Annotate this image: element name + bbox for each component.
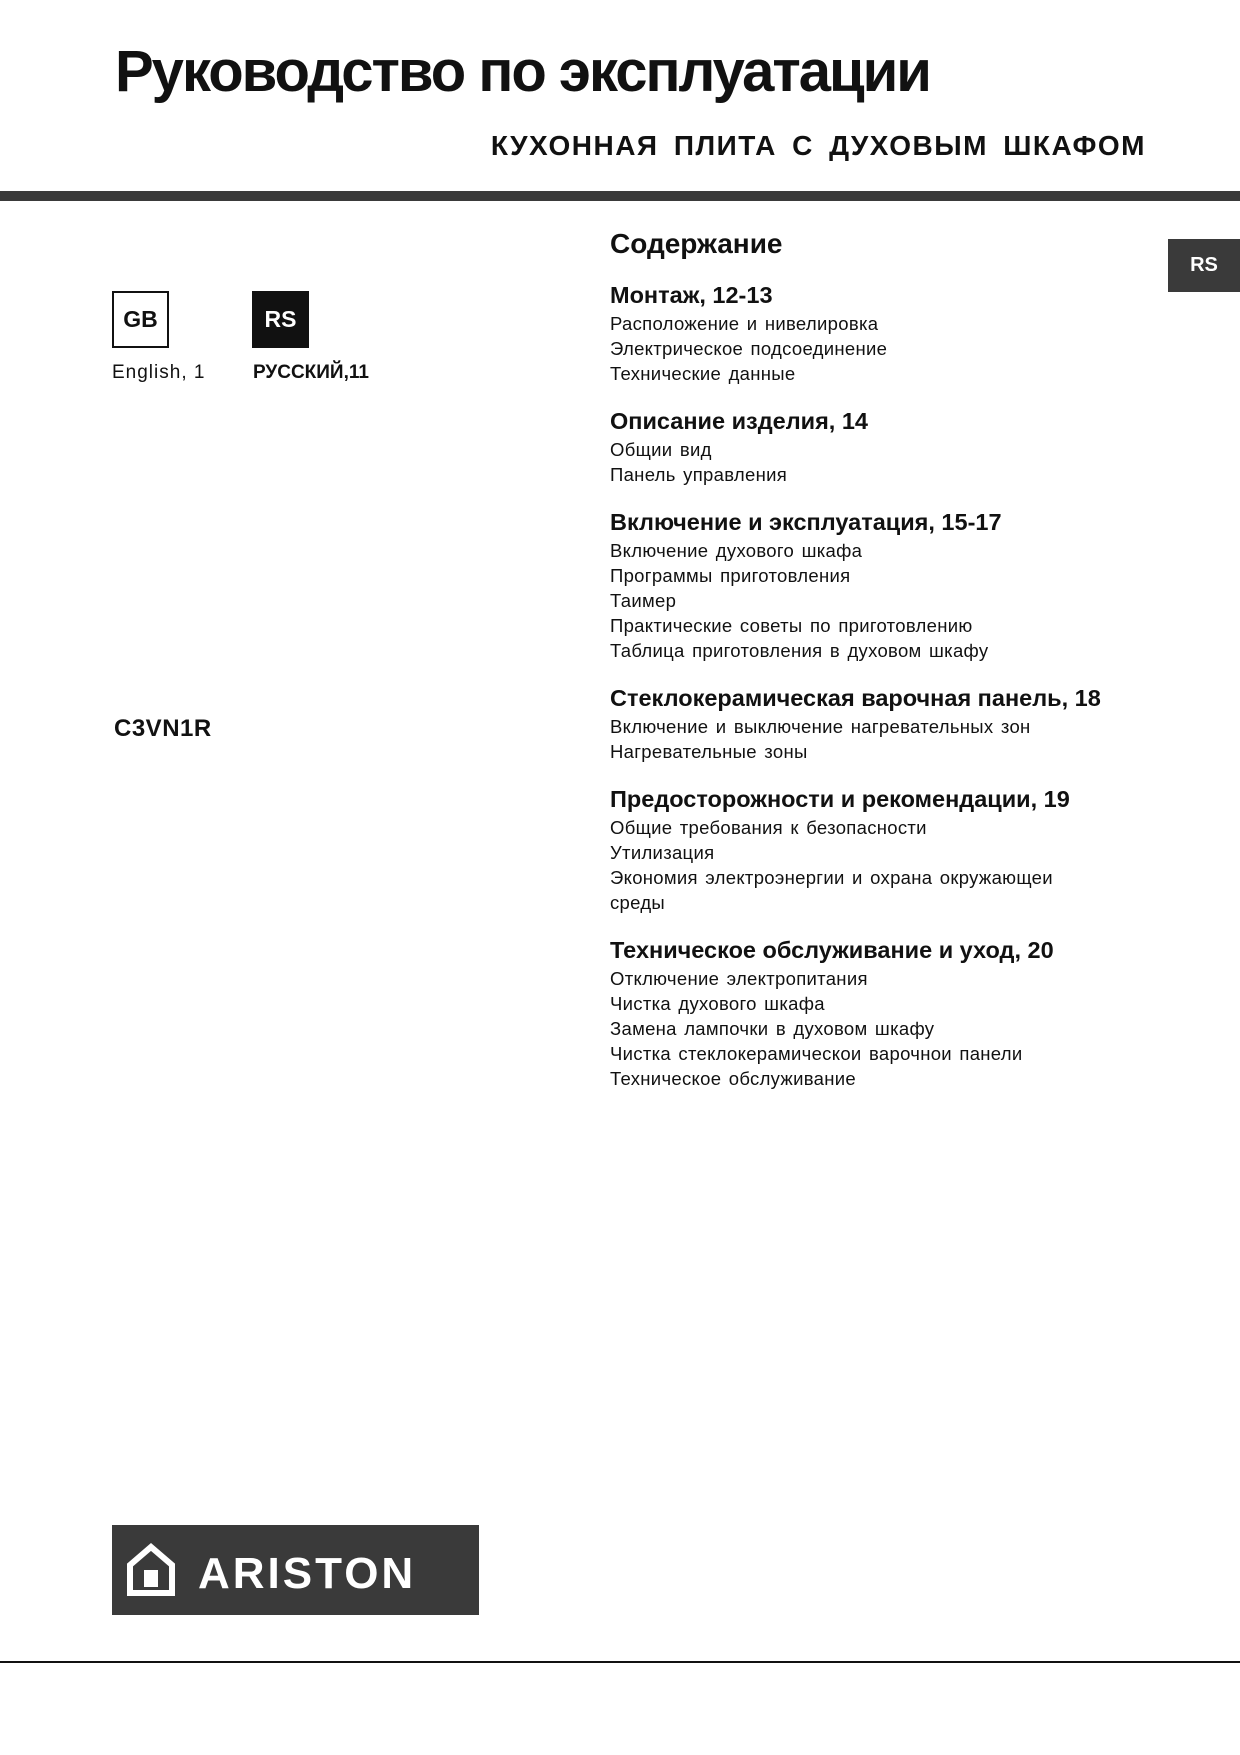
toc-item: Электрическое подсоединение (610, 338, 888, 360)
page-title: Руководство по эксплуатации (115, 39, 930, 104)
header-divider (0, 191, 1240, 201)
language-caption-rs: РУССКИЙ,11 (253, 362, 369, 383)
language-caption-gb: English, 1 (112, 362, 206, 383)
toc-item: среды (610, 892, 666, 914)
footer-divider (0, 1661, 1240, 1663)
brand-name: ARISTON (198, 1549, 417, 1598)
language-badge-gb: GB (112, 291, 169, 348)
toc-section (610, 937, 1170, 1091)
toc-item: Панель управления (610, 464, 788, 486)
toc-item: Чистка стеклокерамическои варочнои панели (610, 1043, 1023, 1065)
toc-item: Включение и выключение нагревательных зон (610, 716, 1031, 738)
toc-section-title: Техническое обслуживание и уход, 20 (610, 937, 1054, 964)
toc-item: Общии вид (610, 439, 712, 461)
model-number: C3VN1R (114, 715, 212, 742)
toc-section-title: Предосторожности и рекомендации, 19 (610, 786, 1070, 813)
toc-item: Техническое обслуживание (610, 1068, 856, 1090)
toc-section (610, 282, 1170, 386)
ariston-logo (112, 1525, 479, 1615)
toc-section (610, 786, 1170, 915)
toc-item: Замена лампочки в духовом шкафу (610, 1018, 935, 1040)
toc-item: Чистка духового шкафа (610, 993, 825, 1015)
toc-heading: Содержание (610, 228, 783, 259)
toc-section-title: Монтаж, 12-13 (610, 282, 773, 308)
toc-item: Программы приготовления (610, 565, 851, 587)
toc-item: Общие требования к безопасности (610, 817, 927, 839)
page-subtitle: КУХОННАЯ ПЛИТА С ДУХОВЫМ ШКАФОМ (490, 130, 1146, 161)
toc-section-title: Стеклокерамическая варочная панель, 18 (610, 685, 1101, 712)
toc-section (610, 408, 1170, 487)
toc-item: Технические данные (610, 363, 796, 385)
toc-item: Нагревательные зоны (610, 741, 808, 763)
toc-item: Экономия электроэнергии и охрана окружающеи (610, 867, 1053, 889)
toc-item: Таимер (610, 590, 677, 612)
toc-item: Таблица приготовления в духовом шкафу (610, 640, 989, 662)
toc-section-title: Описание изделия, 14 (610, 408, 868, 435)
language-badge-rs: RS (252, 291, 309, 348)
toc-section (610, 685, 1170, 764)
toc-item: Утилизация (610, 842, 715, 864)
toc-item: Отключение электропитания (610, 968, 868, 990)
toc-section (610, 509, 1170, 663)
language-side-tab: RS (1168, 239, 1240, 292)
table-of-contents (610, 228, 1170, 1113)
house-icon (126, 1543, 176, 1597)
toc-item: Расположение и нивелировка (610, 313, 879, 335)
toc-item: Практические советы по приготовлению (610, 615, 973, 637)
toc-item: Включение духового шкафа (610, 540, 863, 562)
toc-section-title: Включение и эксплуатация, 15-17 (610, 509, 1002, 536)
